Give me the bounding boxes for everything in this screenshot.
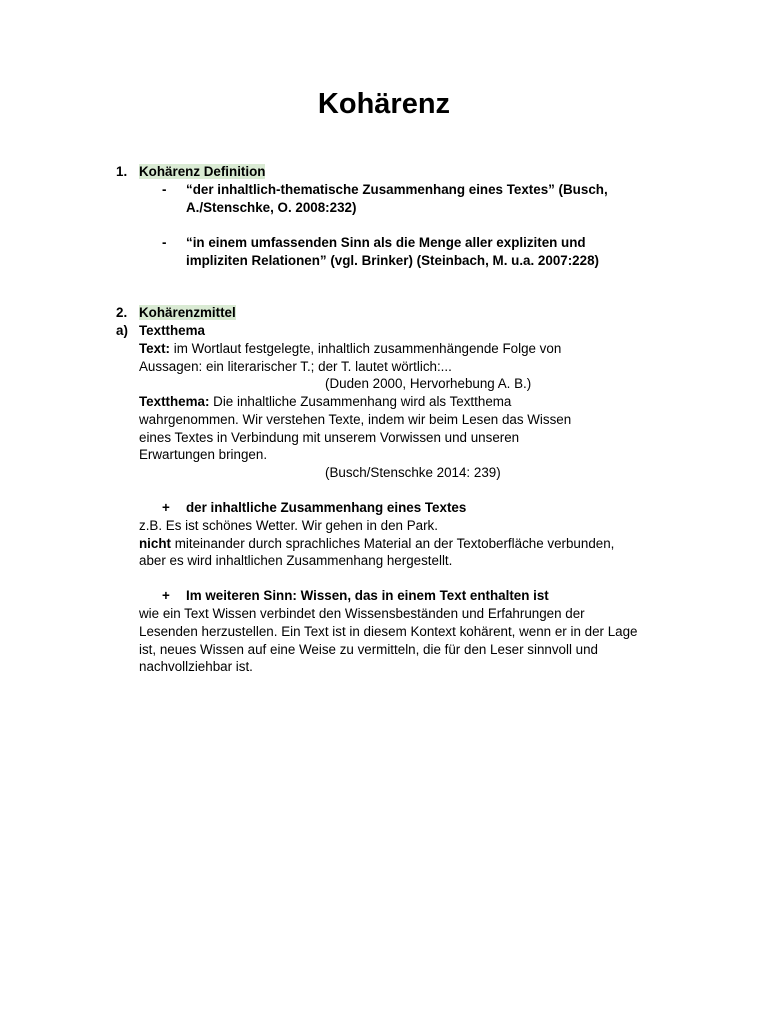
textthema-definition-line2: wahrgenommen. Wir verstehen Texte, indem wir beim Lesen das Wissen	[139, 412, 572, 427]
subsection-heading: Textthema	[139, 323, 205, 338]
point2-line2: Lesenden herzustellen. Ein Text ist in diesem Kontext kohärent, wenn er in der Lage	[139, 624, 638, 639]
point1-nicht: nicht	[139, 536, 171, 551]
plus-marker-1: +	[162, 500, 170, 515]
section2-heading-text: Kohärenzmittel	[139, 305, 236, 320]
bullet-dash-1: -	[162, 182, 167, 197]
bullet-dash-2: -	[162, 235, 167, 250]
section1-number: 1.	[116, 164, 128, 179]
definition-2-line2: impliziten Relationen” (vgl. Brinker) (Steinbach, M. u.a. 2007:228)	[186, 253, 599, 268]
point2-line3: ist, neues Wissen auf eine Weise zu vermitteln, die für den Leser sinnvoll und	[139, 642, 598, 657]
section2-heading	[139, 304, 236, 322]
section1-heading	[139, 163, 265, 181]
definition-1-line2: A./Stenschke, O. 2008:232)	[186, 200, 357, 215]
point1-line2-rest: miteinander durch sprachliches Material an der Textoberfläche verbunden,	[171, 536, 615, 551]
point1-line3: aber es wird inhaltlichen Zusammenhang hergestellt.	[139, 553, 453, 568]
textthema-definition-line4: Erwartungen bringen.	[139, 447, 268, 462]
citation-duden: (Duden 2000, Hervorhebung A. B.)	[325, 376, 532, 391]
definition-1-line1: “der inhaltlich-thematische Zusammenhang eines Textes” (Busch,	[186, 182, 608, 197]
point1-line2	[139, 535, 614, 553]
text-label: Text:	[139, 341, 170, 356]
citation-busch: (Busch/Stenschke 2014: 239)	[325, 465, 501, 480]
section2-number: 2.	[116, 305, 128, 320]
textthema-definition-line3: eines Textes in Verbindung mit unserem Vorwissen und unseren	[139, 430, 520, 445]
point2-heading: Im weiteren Sinn: Wissen, das in einem Text enthalten ist	[186, 588, 549, 603]
definition-2-line1: “in einem umfassenden Sinn als die Menge aller expliziten und	[186, 235, 586, 250]
point1-line1: z.B. Es ist schönes Wetter. Wir gehen in den Park.	[139, 518, 438, 533]
textthema-definition-line1	[139, 393, 511, 411]
point2-line1: wie ein Text Wissen verbindet den Wissensbeständen und Erfahrungen der	[139, 606, 585, 621]
text-definition-line2: Aussagen: ein literarischer T.; der T. lautet wörtlich:...	[139, 359, 452, 374]
textthema-label: Textthema:	[139, 394, 210, 409]
point2-line4: nachvollziehbar ist.	[139, 659, 253, 674]
text-definition-line1-rest: im Wortlaut festgelegte, inhaltlich zusammenhängende Folge von	[170, 341, 562, 356]
text-definition-line1	[139, 340, 561, 358]
section1-heading-text: Kohärenz Definition	[139, 164, 266, 179]
point1-heading: der inhaltliche Zusammenhang eines Textes	[186, 500, 467, 515]
subsection-label: a)	[116, 323, 128, 338]
document-title: Kohärenz	[317, 88, 451, 120]
plus-marker-2: +	[162, 588, 170, 603]
textthema-definition-line1-rest: Die inhaltliche Zusammenhang wird als Textthema	[209, 394, 512, 409]
